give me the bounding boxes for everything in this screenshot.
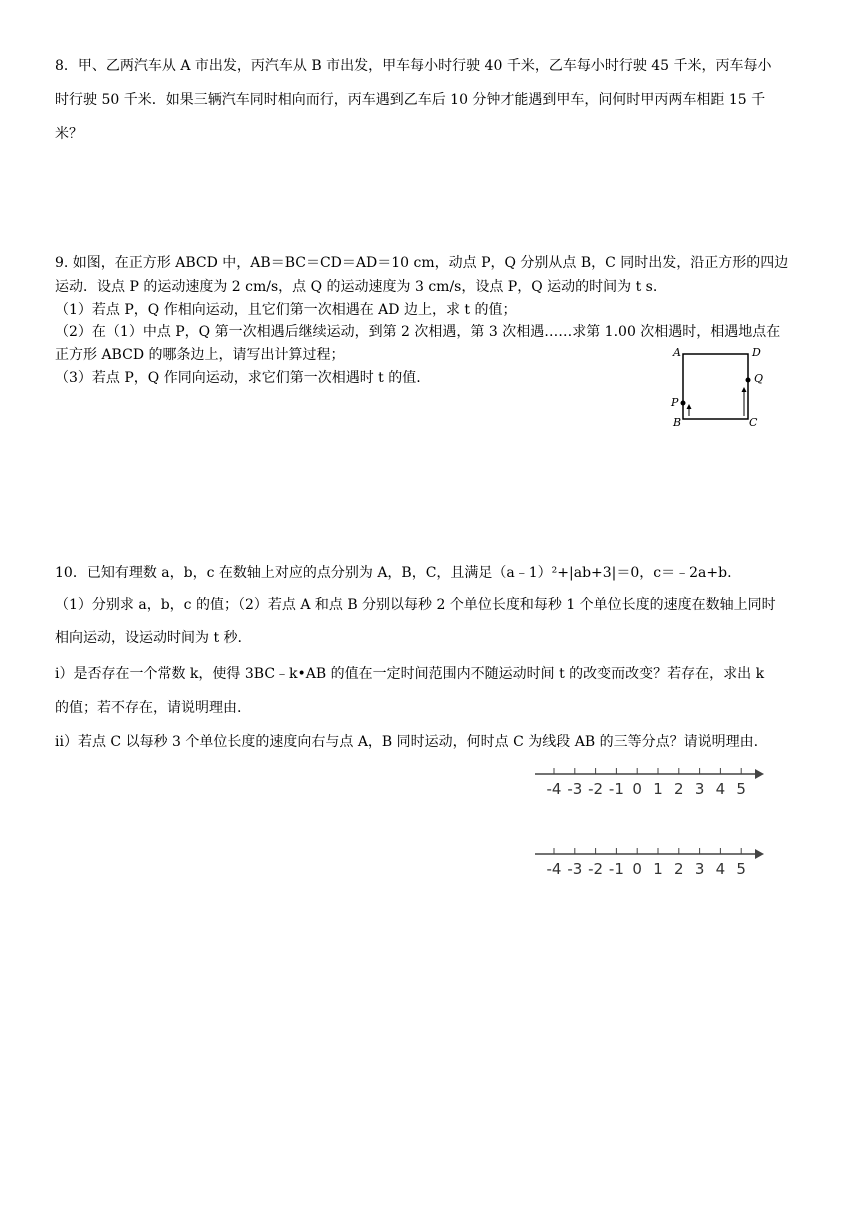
q9-line-5: 正方形 ABCD 的哪条边上，请写出计算过程； bbox=[55, 347, 345, 363]
number-line-tick-label: -2 bbox=[588, 860, 604, 878]
number-line-tick-label: -1 bbox=[608, 780, 624, 798]
number-line-tick-label: 2 bbox=[674, 780, 684, 798]
number-line-tick-label: -3 bbox=[567, 780, 583, 798]
label-b: B bbox=[673, 416, 682, 429]
q10-line-1: 10．已知有理数 a，b，c 在数轴上对应的点分别为 A，B，C，且满足（a﹣1）²+|ab+3|＝0，c＝﹣2a+b. bbox=[55, 565, 732, 581]
point-p bbox=[681, 401, 686, 406]
label-a: A bbox=[673, 346, 681, 359]
q9-line-2: 运动．设点 P 的运动速度为 2 cm/s，点 Q 的运动速度为 3 cm/s，设点 P，Q 运动的时间为 t s. bbox=[55, 279, 658, 295]
q8-line-3: 米？ bbox=[55, 126, 83, 142]
number-line-tick-label: -3 bbox=[567, 860, 583, 878]
number-line-tick-label: 3 bbox=[694, 860, 705, 878]
q10-line-5: 的值；若不存在，请说明理由. bbox=[55, 700, 242, 716]
number-line-tick-label: -2 bbox=[588, 780, 604, 798]
square-abcd bbox=[683, 354, 748, 419]
label-p: P bbox=[671, 396, 679, 409]
label-q: Q bbox=[754, 372, 764, 385]
q9-line-6: （3）若点 P，Q 作同向运动，求它们第一次相遇时 t 的值. bbox=[55, 370, 421, 386]
number-line-tick-label: 1 bbox=[653, 860, 663, 878]
number-line-tick-label: 2 bbox=[674, 860, 684, 878]
q8-line-1: 8．甲、乙两汽车从 A 市出发，丙汽车从 B 市出发，甲车每小时行驶 40 千米，乙车每小时行驶 45 千米，丙车每小 bbox=[55, 58, 772, 74]
arrow-up-icon bbox=[687, 404, 692, 416]
number-line-tick-label: 5 bbox=[736, 780, 746, 798]
number-line-2 bbox=[535, 844, 775, 880]
number-line-tick-label: 0 bbox=[632, 860, 642, 878]
q8-line-2: 时行驶 50 千米．如果三辆汽车同时相向而行，丙车遇到乙车后 10 分钟才能遇到甲车，问何时甲丙两车相距 15 千 bbox=[55, 92, 766, 108]
label-d: D bbox=[752, 346, 761, 359]
number-line-tick-label: -1 bbox=[608, 860, 624, 878]
number-line-tick-label: 5 bbox=[736, 860, 746, 878]
number-line-tick-label: 4 bbox=[715, 860, 726, 878]
q10-line-4: i）是否存在一个常数 k，使得 3BC﹣k•AB 的值在一定时间范围内不随运动时间 t 的改变而改变？若存在，求出 k bbox=[55, 666, 765, 682]
number-line-tick-label: -4 bbox=[546, 860, 562, 878]
number-line-tick-label: 4 bbox=[715, 780, 726, 798]
arrow-right-icon bbox=[755, 849, 764, 859]
q9-line-3: （1）若点 P，Q 作相向运动，且它们第一次相遇在 AD 边上，求 t 的值； bbox=[55, 302, 517, 318]
number-line-tick-label: 0 bbox=[632, 780, 642, 798]
point-q bbox=[746, 378, 751, 383]
number-line-tick-label: 3 bbox=[694, 780, 705, 798]
label-c: C bbox=[749, 416, 758, 429]
arrow-up-icon bbox=[742, 387, 747, 416]
q9-line-1: 9. 如图，在正方形 ABCD 中，AB＝BC＝CD＝AD＝10 cm，动点 P，Q 分别从点 B，C 同时出发，沿正方形的四边 bbox=[55, 255, 789, 271]
q9-line-4: （2）在（1）中点 P，Q 第一次相遇后继续运动，到第 2 次相遇，第 3 次相遇……求第 1.00 次相遇时，相遇地点在 bbox=[55, 324, 781, 340]
number-line-tick-label: 1 bbox=[653, 780, 663, 798]
number-line-tick-label: -4 bbox=[546, 780, 562, 798]
number-line-1 bbox=[535, 764, 775, 800]
q10-line-3: 相向运动，设运动时间为 t 秒. bbox=[55, 630, 242, 646]
q10-line-2: （1）分别求 a，b，c 的值；（2）若点 A 和点 B 分别以每秒 2 个单位长度和每秒 1 个单位长度的速度在数轴上同时 bbox=[55, 597, 776, 613]
arrow-right-icon bbox=[755, 769, 764, 779]
q10-line-6: ii）若点 C 以每秒 3 个单位长度的速度向右与点 A，B 同时运动，何时点 C 为线段 AB 的三等分点？请说明理由. bbox=[55, 734, 759, 750]
